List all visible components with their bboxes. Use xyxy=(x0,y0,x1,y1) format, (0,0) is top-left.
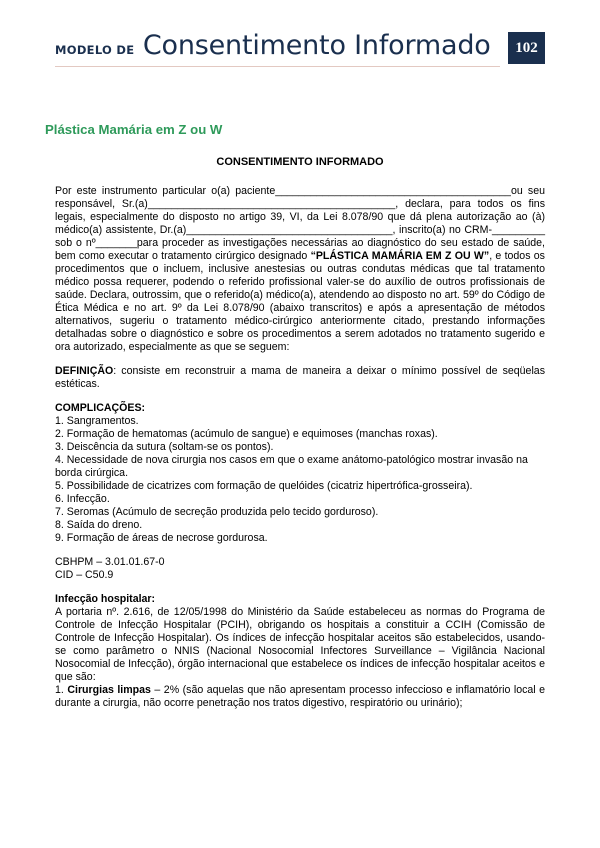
document-title: CONSENTIMENTO INFORMADO xyxy=(216,156,384,168)
intro-text-1: Por este instrumento particular o(a) paciente________________________________________ou seu responsável, Sr.(a)__________________________________________, declara, para todos os fins legais, especialmente do disposto no artigo 39, VI, da Lei 8.078/90 que dá plena autorização ao (à) médico(a) assistente, Dr.(a)___________________________________, inscrito(a) no CRM-_________ sob o nº_______para proceder as investigações necessárias ao diagnóstico do seu estado de saúde, bem como executar o tratamento cirúrgico designado xyxy=(55,185,545,262)
clean-surgery-number: 1. xyxy=(55,684,68,696)
brand-big-text: Consentimento Informado xyxy=(142,30,491,61)
complications-heading: COMPLICAÇÕES: xyxy=(55,402,146,414)
list-item: 7. Seromas (Acúmulo de secreção produzida pelo tecido gorduroso). xyxy=(55,506,379,518)
definition-paragraph xyxy=(55,365,545,391)
brand-small-text: MODELO DE xyxy=(55,43,135,57)
complications-section xyxy=(55,402,545,545)
cbhpm-code: CBHPM – 3.01.01.67-0 xyxy=(55,556,165,568)
list-item: 9. Formação de áreas de necrose gordurosa. xyxy=(55,532,268,544)
list-item: 8. Saída do dreno. xyxy=(55,519,143,531)
infection-paragraph: A portaria nº. 2.616, de 12/05/1998 do Ministério da Saúde estabeleceu as normas do Programa de Controle de Infecção Hospitalar (PCIH), obrigando os hospitais a constituir a CCIH (Comissão de Controle de Infecção Hospitalar). Os índices de infecção hospitalar aceitos são estabelecidos, usando-se como parâmetro o NNIS (Nacional Nosocomial Infectores Surveillance – Vigilância Nacional Nosocomial de Infecção), órgão internacional que estabelece os índices de infecção hospitalar aceitos e que são: xyxy=(55,606,545,683)
procedure-name: “PLÁSTICA MAMÁRIA EM Z OU W” xyxy=(310,250,490,262)
codes-section xyxy=(55,556,545,582)
header-divider xyxy=(55,66,500,67)
document-body xyxy=(55,156,545,710)
section-title: Plástica Mamária em Z ou W xyxy=(45,122,223,137)
clean-surgery-label: Cirurgias limpas xyxy=(67,684,151,696)
page-number: 102 xyxy=(515,39,538,56)
definition-label: DEFINIÇÃO xyxy=(55,365,114,377)
page-header xyxy=(0,0,600,80)
infection-section xyxy=(55,593,545,710)
intro-text-2: , e todos os procedimentos que o incluem, inclusive anestesias ou outras condutas médicas que tal tratamento médico possa requerer, podendo o referido profissional valer-se do auxílio de outros profissionais de saúde. Declara, outrossim, que o referido(a) médico(a), atendendo ao disposto no art. 59º do Código de Ética Médica e no art. 9º da Lei 8.078/90 (abaixo transcritos) e após a apresentação de métodos alternativos, sugeriu o tratamento médico-cirúrgico anteriormente citado, prestando informações detalhadas sobre o diagnóstico e sobre os procedimentos a serem adotados no tratamento sugerido e ora autorizado, especialmente as que se seguem: xyxy=(55,250,545,353)
clean-surgery-text: – 2% (são aquelas que não apresentam processo infeccioso e inflamatório local e durante a cirurgia, não ocorre penetração nos tratos digestivo, respiratório ou urinário); xyxy=(55,684,546,709)
cid-code: CID – C50.9 xyxy=(55,569,114,581)
definition-text: : consiste em reconstruir a mama de maneira a deixar o mínimo possível de seqüelas estéticas. xyxy=(55,365,545,390)
intro-paragraph xyxy=(55,185,545,354)
infection-heading: Infecção hospitalar: xyxy=(55,593,156,605)
list-item: 2. Formação de hematomas (acúmulo de sangue) e equimoses (manchas roxas). xyxy=(55,428,438,440)
list-item: 1. Sangramentos. xyxy=(55,415,139,427)
brand-title xyxy=(55,30,491,61)
list-item: 5. Possibilidade de cicatrizes com formação de quelóides (cicatriz hipertrófica-grosseira). xyxy=(55,480,473,492)
list-item: 6. Infecção. xyxy=(55,493,110,505)
list-item: 4. Necessidade de nova cirurgia nos casos em que o exame anátomo-patológico mostrar invasão na borda cirúrgica. xyxy=(55,454,528,479)
list-item: 3. Deiscência da sutura (soltam-se os pontos). xyxy=(55,441,274,453)
clean-surgery-item xyxy=(55,684,545,710)
page-number-badge xyxy=(508,32,545,64)
